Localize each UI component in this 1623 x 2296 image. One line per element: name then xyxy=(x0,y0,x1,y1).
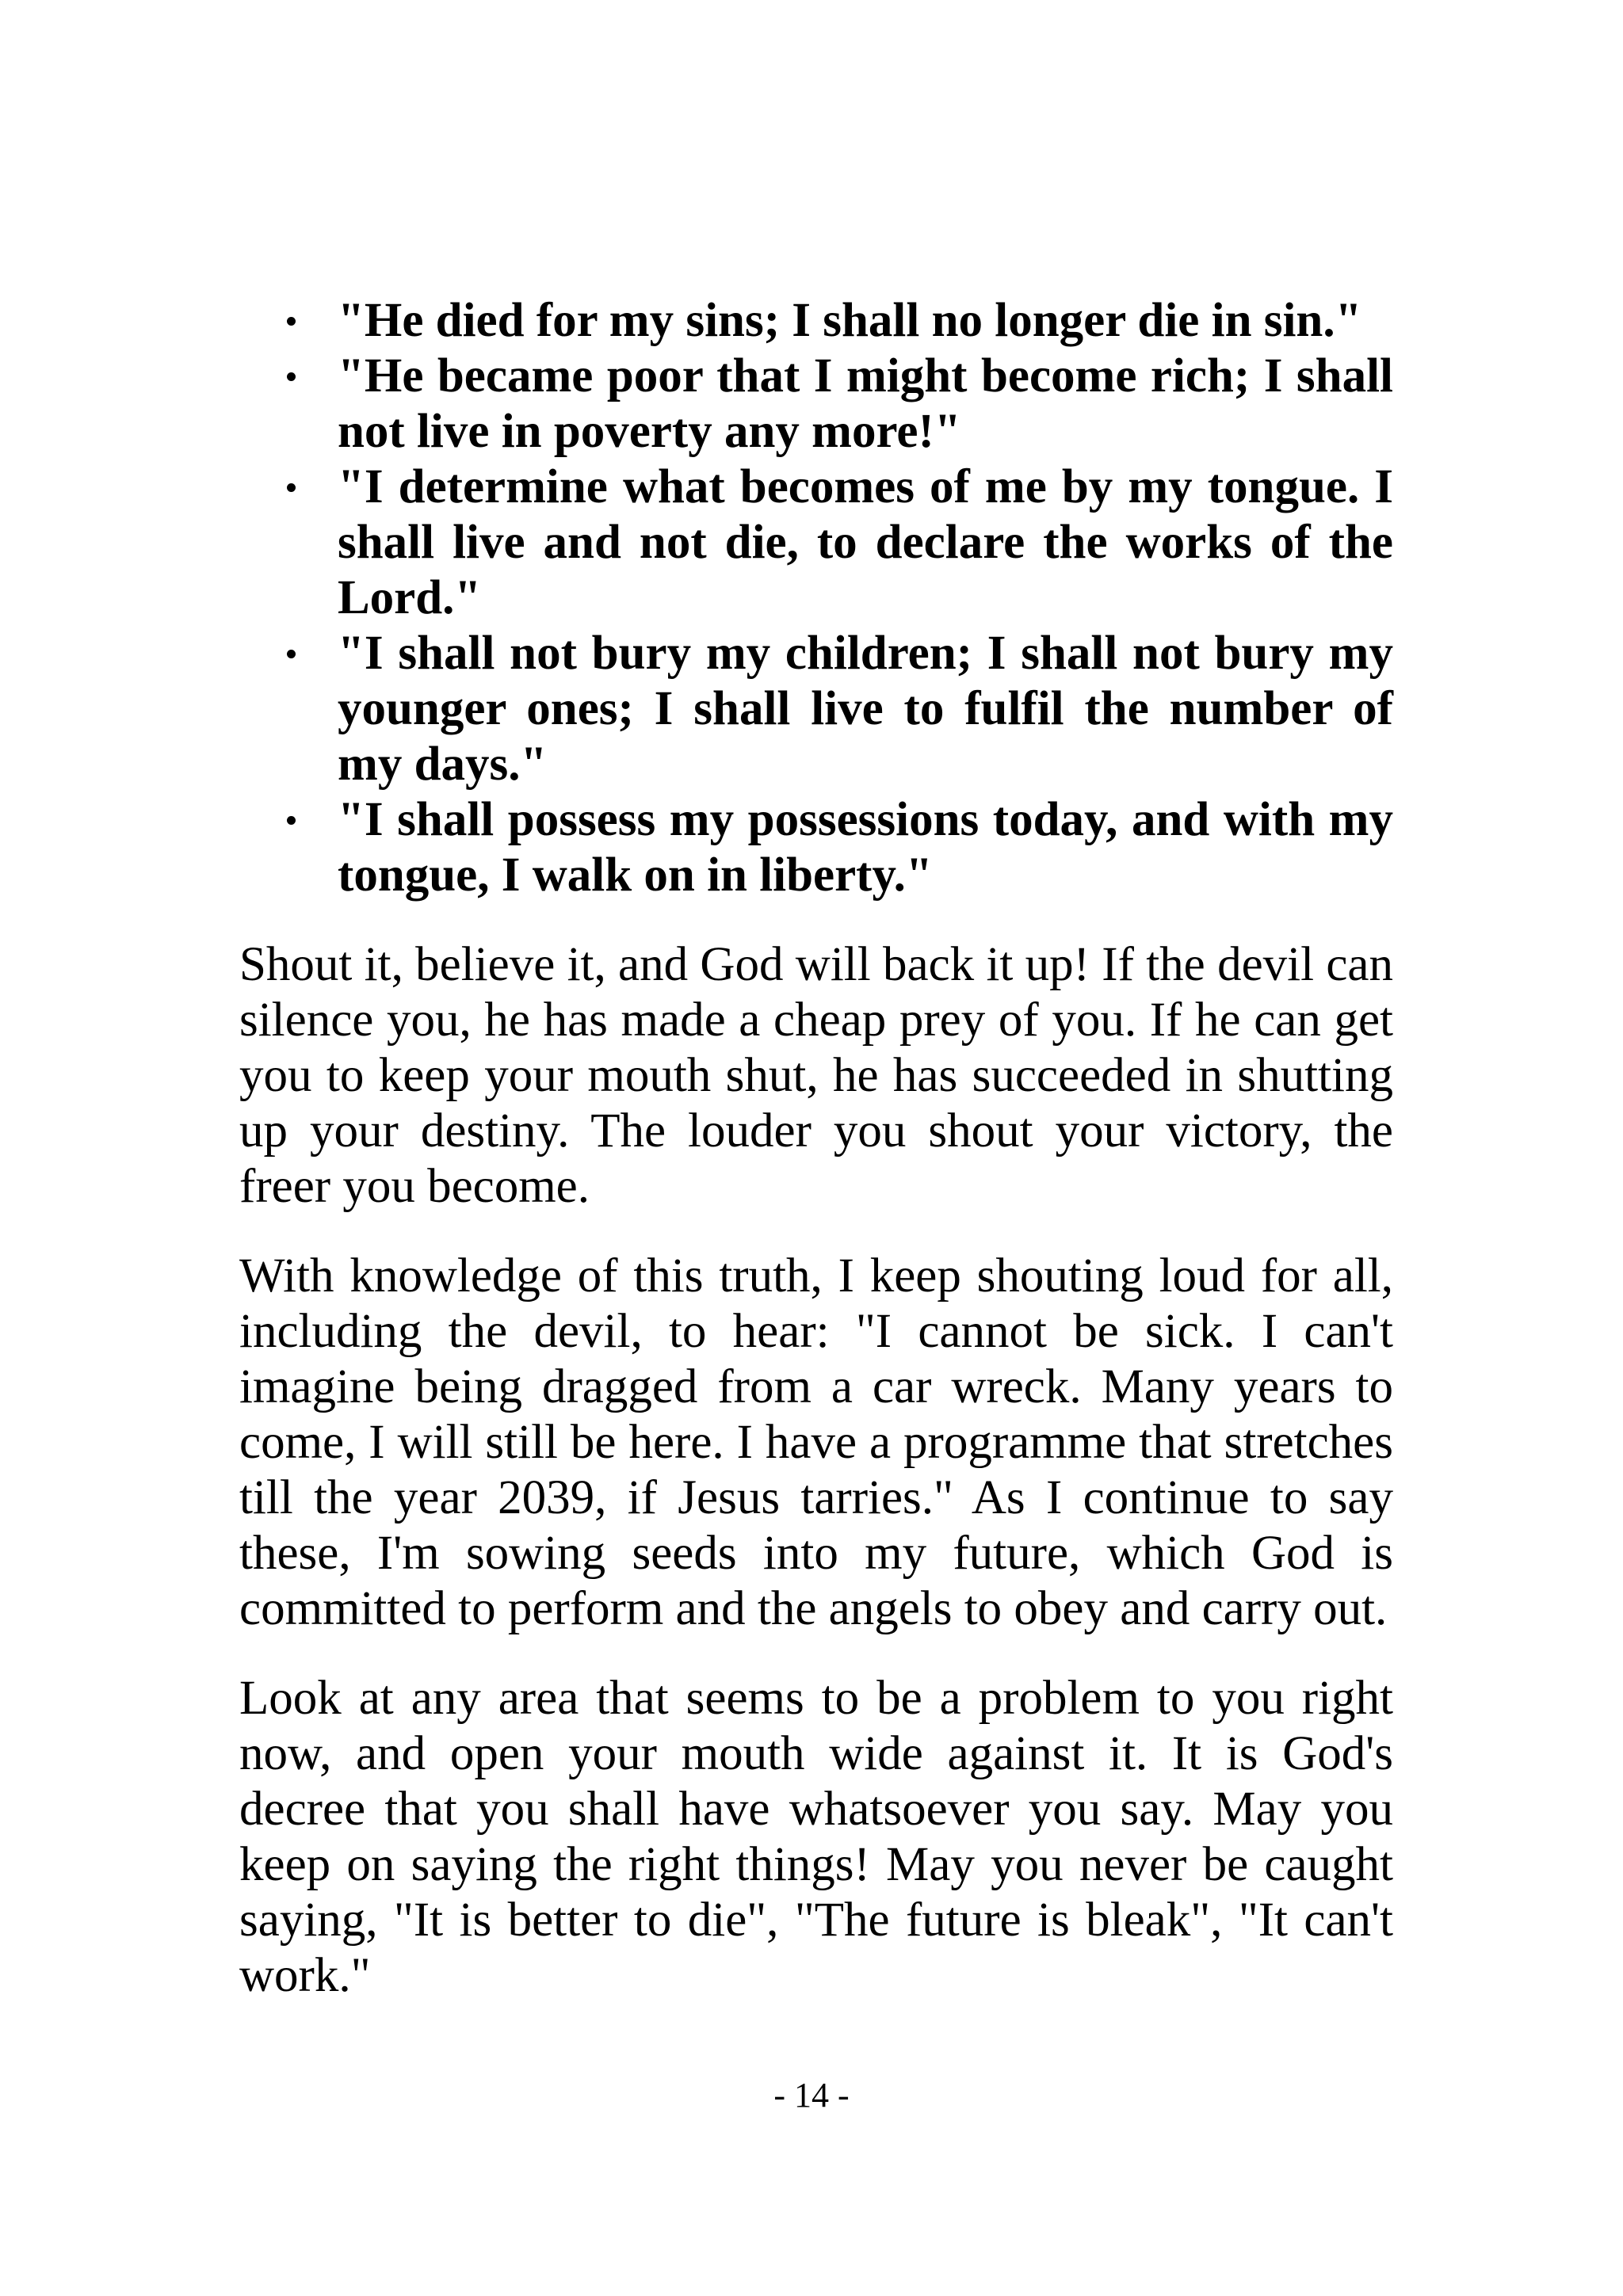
bullet-icon xyxy=(287,317,296,326)
list-item xyxy=(239,792,1393,903)
body-paragraph: Look at any area that seems to be a problem to you right now, and open your mouth wide against it. It is God's decree that you shall have whatsoever you say. May you keep on saying the right things! May you never be caught saying, "It is better to die", "The future is bleak", "It can't work." xyxy=(239,1672,1393,2002)
list-item-text: "He died for my sins; I shall no longer die in sin." xyxy=(338,294,1362,347)
page-content xyxy=(239,293,1393,2004)
body-paragraph: With knowledge of this truth, I keep shouting loud for all, including the devil, to hear: "I cannot be sick. I can't imagine being dragged from a car wreck. Many years to come, I will still be here. I have a programme that stretches till the year 2039, if Jesus tarries." As I continue to say these, I'm sowing seeds into my future, which God is committed to perform and the angels to obey and carry out. xyxy=(239,1249,1393,1635)
bullet-icon xyxy=(287,650,296,658)
bullet-icon xyxy=(287,816,296,825)
body-paragraph: Shout it, believe it, and God will back it up! If the devil can silence you, he has made a cheap prey of you. If he can get you to keep your mouth shut, he has succeeded in shutting up your destiny. The louder you shout your victory, the freer you become. xyxy=(239,938,1393,1213)
list-item xyxy=(239,349,1393,460)
list-item-text: "I determine what becomes of me by my tongue. I shall live and not die, to declare the works of the Lord." xyxy=(338,460,1393,624)
list-item xyxy=(239,293,1393,349)
list-item xyxy=(239,460,1393,626)
list-item xyxy=(239,626,1393,792)
list-item-text: "I shall not bury my children; I shall not bury my younger ones; I shall live to fulfil the number of my days." xyxy=(338,627,1393,791)
declaration-list xyxy=(239,293,1393,903)
page-number: - 14 - xyxy=(773,2076,850,2115)
bullet-icon xyxy=(287,372,296,381)
bullet-icon xyxy=(287,483,296,492)
list-item-text: "I shall possess my possessions today, and with my tongue, I walk on in liberty." xyxy=(338,793,1393,902)
list-item-text: "He became poor that I might become rich; I shall not live in poverty any more!" xyxy=(338,349,1393,458)
